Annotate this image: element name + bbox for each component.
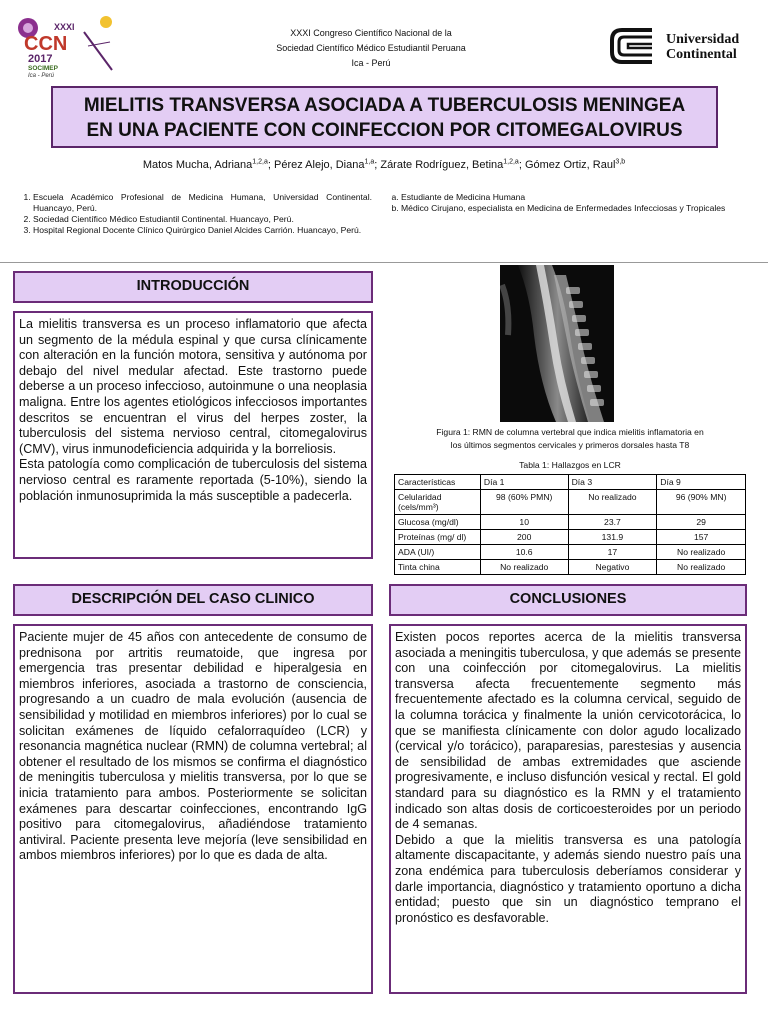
conclusions-paragraph-2: Debido a que la mielitis transversa es una patología altamente discapacitante, y además siendo nuestro país una zona endémica para tuberculosis deberíamos considerar y darle importancia, diagnóstico y tratamiento oportuno a dicha entidad; puesto que sin un diagnóstico temprano el pronóstico es desfavorable. — [395, 832, 741, 925]
title-line-2: EN UNA PACIENTE CON COINFECCION POR CITOMEGALOVIRUS — [86, 120, 683, 141]
intro-paragraph-1: La mielitis transversa es un proceso inflamatorio que afecta un segmento de la médula espinal y que cursa clínicamente con alteración en la función motora, sensitiva y autónoma por debajo del nivel medular afectad. Este trastorno puede deberse a un proceso infeccioso, autoinmune o una neoplasia maligna. Entre los agentes etiológicos infecciosos importantes descritos se encuentran el virus del herpes zoster, la tuberculosis del sistema nervioso central, citomegalovirus (CMV), virus inmunodeficiencia adquirida y la borreliosis. — [19, 317, 367, 456]
table-cell: 98 (60% PMN) — [480, 490, 568, 515]
university-name-line-1: Universidad — [666, 32, 740, 47]
affiliation-item: b. Médico Cirujano, especialista en Medicina de Enfermedades Infecciosas y Tropicales — [401, 203, 730, 214]
figure-caption-line-1: Figura 1: RMN de columna vertebral que indica mielitis inflamatoria en — [436, 427, 704, 437]
table-cell: No realizado — [480, 560, 568, 575]
table-row — [395, 560, 746, 575]
case-paragraph: Paciente mujer de 45 años con antecedente de consumo de prednisona por artritis reumatoide, que ingresa por emergencia tras presentar debilidad e hiperalgesia en miembros inferiores, asociada a trastorno de consciencia, progresando a un cuadro de mala evolución (ausencia de sensibilidad y motilidad en miembros inferiores) por lo cual se solicitan exámenes de líquido cefalorraquídeo (LCR) y resonancia magnética nuclear (RMN) de columna vertebral; al obtener el resultado de los mismos se confirma el diagnóstico de meningitis tuberculosa y mielitis transversa, por lo que se inicia tratamiento para ambos. Posteriormente se solicitan exámenes para descartar coinfecciones, encontrando IgG positivo para citomegalovirus, añadiéndose tratamiento antiviral. Paciente presenta leve mejoría (leve sensibilidad en ambos miembros inferiores) por lo que es dada de alta. — [19, 630, 367, 863]
table-row — [395, 515, 746, 530]
intro-title: INTRODUCCIÓN — [136, 278, 250, 294]
conclusions-title: CONCLUSIONES — [509, 591, 627, 607]
title-line-1: MIELITIS TRANSVERSA ASOCIADA A TUBERCULOSIS MENINGEA — [83, 95, 686, 116]
university-name — [666, 32, 739, 62]
divider — [0, 262, 768, 263]
affiliation-item: 1. Escuela Académico Profesional de Medicina Humana, Universidad Continental. Huancayo, Perú. — [33, 192, 372, 214]
author-name: Pérez Alejo, Diana — [273, 158, 365, 171]
table-cell: Glucosa (mg/dl) — [395, 515, 481, 530]
table-cell: 200 — [480, 530, 568, 545]
university-logo — [608, 26, 750, 70]
case-header — [13, 584, 373, 616]
table-header: Día 1 — [480, 475, 568, 490]
figure-caption — [394, 426, 746, 452]
table-cell: ADA (UI/) — [395, 545, 481, 560]
author-affiliation: 1,a — [364, 158, 375, 165]
affiliations-lettered — [390, 192, 730, 214]
table-cell: Negativo — [568, 560, 657, 575]
table-cell: Celularidad (cels/mm³) — [395, 490, 481, 515]
table-header: Características — [395, 475, 481, 490]
author-separator: ; — [518, 158, 525, 171]
table-cell: 10 — [480, 515, 568, 530]
intro-header — [13, 271, 373, 303]
table-cell: 157 — [657, 530, 746, 545]
svg-text:Ica - Perú: Ica - Perú — [28, 73, 55, 78]
table-cell: 10.6 — [480, 545, 568, 560]
congress-info — [240, 26, 502, 71]
table-header: Día 3 — [568, 475, 657, 490]
svg-text:CCN: CCN — [24, 33, 68, 55]
author-affiliation: 3,b — [615, 158, 626, 165]
svg-text:SOCIMEP: SOCIMEP — [28, 65, 58, 72]
author-separator: ; — [267, 158, 274, 171]
intro-paragraph-2: Esta patología como complicación de tuberculosis del sistema nervioso central es raramente reportada (5-10%), siendo la población inmunosuprimida la más susceptible a padecerla. — [19, 457, 367, 503]
svg-text:XXXI: XXXI — [54, 22, 75, 32]
table-cell: 17 — [568, 545, 657, 560]
author-name: Zárate Rodríguez, Betina — [380, 158, 504, 171]
university-name-line-2: Continental — [666, 47, 737, 62]
table-row — [395, 530, 746, 545]
table-row — [395, 490, 746, 515]
author-affiliation: 1,2,a — [252, 158, 268, 165]
author-list — [0, 158, 768, 171]
table-cell: Proteínas (mg/ dl) — [395, 530, 481, 545]
university-emblem-icon — [608, 26, 660, 66]
author — [274, 159, 380, 171]
table-caption: Tabla 1: Hallazgos en LCR — [519, 460, 621, 470]
author-affiliation: 1,2,a — [503, 158, 519, 165]
mri-image — [500, 265, 614, 422]
svg-text:2017: 2017 — [28, 53, 53, 65]
affiliation-item: 2. Sociedad Científico Médico Estudiantil Continental. Huancayo, Perú. — [33, 214, 372, 225]
conclusions-header — [389, 584, 747, 616]
table-cell: No realizado — [657, 545, 746, 560]
table-cell: No realizado — [657, 560, 746, 575]
csf-findings-table — [394, 474, 746, 575]
congress-line-1: XXXI Congreso Científico Nacional de la — [290, 28, 452, 38]
case-title: DESCRIPCIÓN DEL CASO CLINICO — [71, 591, 315, 607]
congress-line-2: Sociedad Científico Médico Estudiantil Peruana — [276, 43, 466, 53]
affiliation-item: a. Estudiante de Medicina Humana — [401, 192, 730, 203]
figure-caption-line-2: los últimos segmentos cervicales y primeros dorsales hasta T8 — [450, 440, 690, 450]
author-separator: ; — [374, 158, 381, 171]
table-cell: 96 (90% MN) — [657, 490, 746, 515]
table-cell: Tinta china — [395, 560, 481, 575]
table-cell: 23.7 — [568, 515, 657, 530]
table-row — [395, 545, 746, 560]
table-header: Día 9 — [657, 475, 746, 490]
author — [380, 159, 525, 171]
intro-body — [13, 311, 373, 559]
author — [143, 159, 274, 171]
congress-line-3: Ica - Perú — [351, 58, 391, 68]
congress-logo — [14, 12, 122, 78]
conclusions-body — [389, 624, 747, 994]
table-cell: 131.9 — [568, 530, 657, 545]
poster-title — [51, 86, 718, 148]
table-cell: No realizado — [568, 490, 657, 515]
author-name: Gómez Ortiz, Raul — [524, 158, 616, 171]
author — [525, 159, 625, 171]
author-name: Matos Mucha, Adriana — [142, 158, 253, 171]
conclusions-paragraph-1: Existen pocos reportes acerca de la mielitis transversa asociada a meningitis tuberculosa, y que además se presente con una coinfección por citomegalovirus. La mielitis transversa afecta frecuentemente segmento más frecuentemente afectado es la columna cervical, seguido de la columna torácica y finalmente la unión cervicotorácica, lo que se manifiesta clínicamente con dolor agudo localizado (cervical y/o torácico), paraparesias, parestesias y ausencia de sensibilidad de ambas extremidades que asciende progresivamente, e incluso disfunción vesical y rectal. El gold standard para su diagnóstico es la RMN y el tratamiento indicado son altas dosis de corticoesteroides por un periodo de 4 semanas. — [395, 630, 741, 832]
table-header-row — [395, 475, 746, 490]
affiliation-item: 3. Hospital Regional Docente Clínico Quirúrgico Daniel Alcides Carrión. Huancayo, Perú. — [33, 225, 372, 236]
affiliations-numbered — [22, 192, 372, 236]
case-body — [13, 624, 373, 994]
table-cell: 29 — [657, 515, 746, 530]
